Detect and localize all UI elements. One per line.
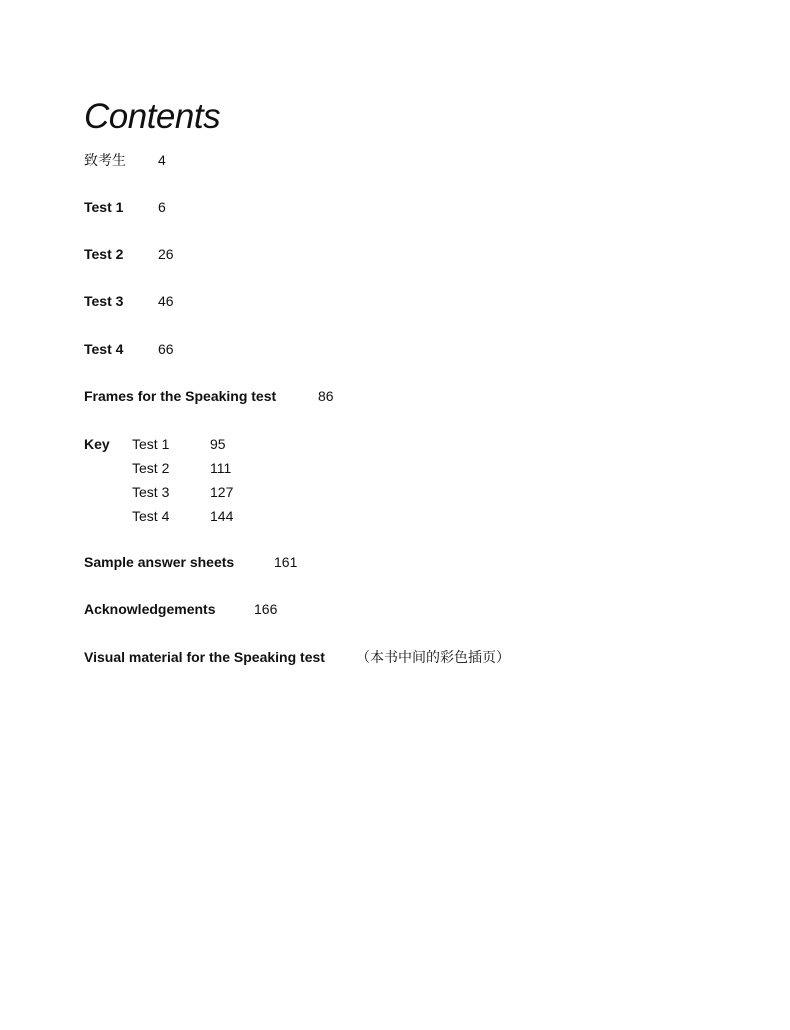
- toc-entry-label: Acknowledgements: [84, 601, 216, 617]
- key-item-page: 111: [210, 460, 232, 476]
- toc-entry-page: 166: [254, 601, 278, 617]
- toc-entry-speaking-frames[interactable]: [84, 388, 334, 404]
- toc-entry-note: （本书中间的彩色插页）: [356, 649, 510, 665]
- toc-entry-label: Test 1: [84, 199, 124, 215]
- key-item-test-1[interactable]: [132, 436, 226, 452]
- toc-entry-page: 4: [158, 152, 166, 168]
- toc-entry-visual-material[interactable]: [84, 649, 510, 665]
- key-item-test-3[interactable]: [132, 484, 234, 500]
- toc-entry-test-2[interactable]: [84, 246, 174, 262]
- key-item-label: Test 1: [132, 436, 170, 452]
- toc-entry-label: Visual material for the Speaking test: [84, 649, 325, 665]
- key-item-page: 144: [210, 508, 234, 524]
- page-title: Contents: [84, 97, 221, 137]
- toc-entry-label: Test 2: [84, 246, 124, 262]
- key-item-page: 95: [210, 436, 226, 452]
- toc-entry-label: Test 3: [84, 293, 124, 309]
- toc-entry-label: Sample answer sheets: [84, 554, 235, 570]
- toc-entry-page: 161: [274, 554, 298, 570]
- key-item-test-2[interactable]: [132, 460, 232, 476]
- key-item-label: Test 4: [132, 508, 170, 524]
- key-item-page: 127: [210, 484, 234, 500]
- toc-entry-page: 46: [158, 293, 174, 309]
- toc-entry-test-3[interactable]: [84, 293, 174, 309]
- toc-entry-page: 86: [318, 388, 334, 404]
- toc-entry-acknowledgements[interactable]: [84, 601, 278, 617]
- toc-entry-label: Frames for the Speaking test: [84, 388, 277, 404]
- toc-entry-test-1[interactable]: [84, 199, 166, 215]
- toc-entry-page: 6: [158, 199, 166, 215]
- toc-entry-page: 66: [158, 341, 174, 357]
- toc-entry-label: Test 4: [84, 341, 124, 357]
- key-item-label: Test 2: [132, 460, 170, 476]
- key-item-label: Test 3: [132, 484, 170, 500]
- toc-entry-page: 26: [158, 246, 174, 262]
- toc-entry-to-candidates[interactable]: [84, 152, 166, 168]
- toc-entry-sample-answer-sheets[interactable]: [84, 554, 298, 570]
- key-item-test-4[interactable]: [132, 508, 234, 524]
- toc-entry-key: [84, 437, 110, 451]
- toc-entry-label: 致考生: [84, 152, 126, 168]
- toc-entry-label: Key: [84, 436, 110, 452]
- toc-entry-test-4[interactable]: [84, 341, 174, 357]
